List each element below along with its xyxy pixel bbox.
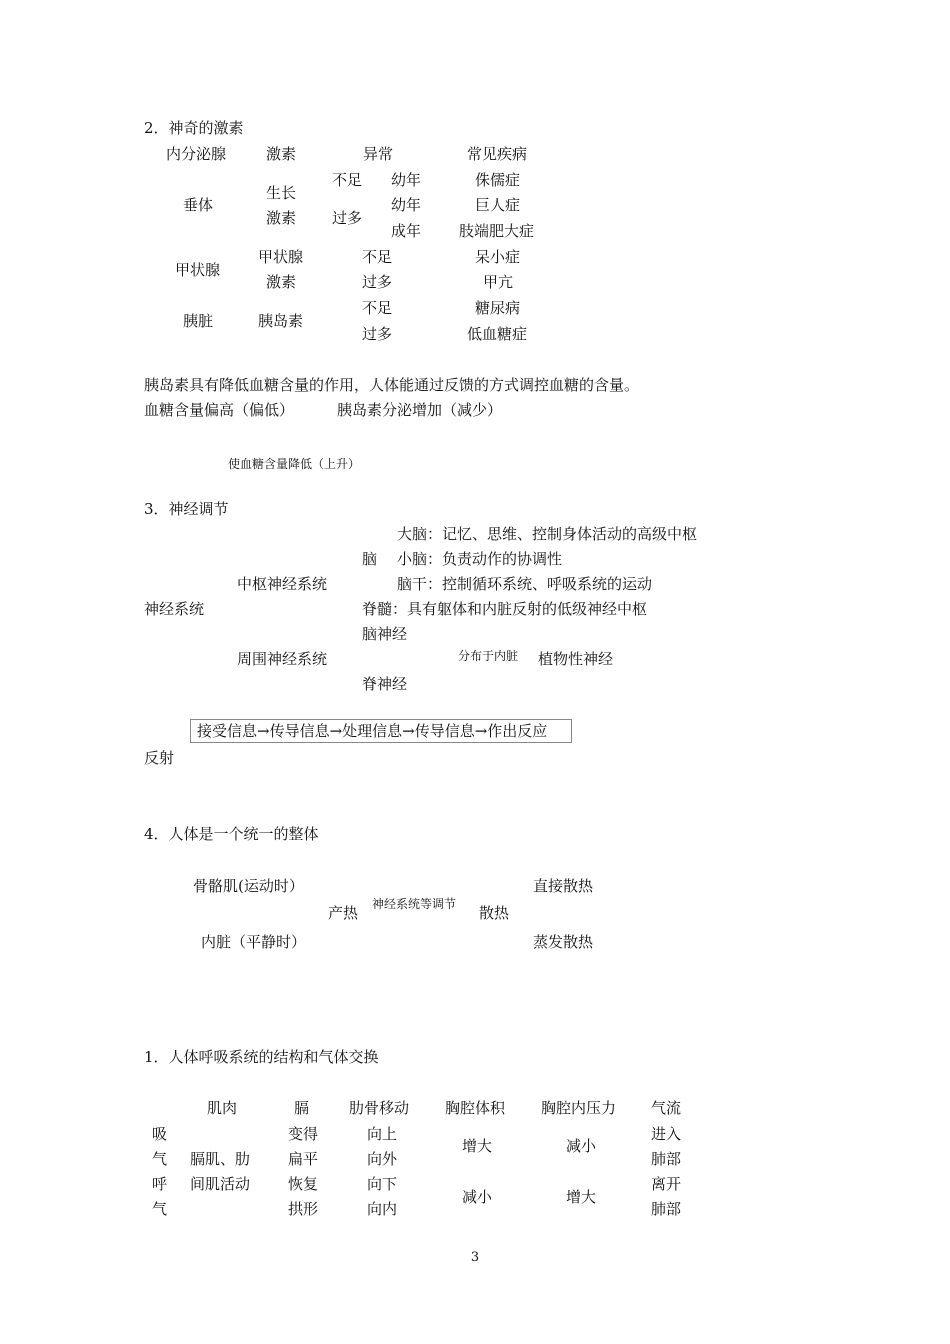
- thyroid-hormone-1: 甲状腺: [258, 248, 304, 266]
- section-3-heading: 3．神经调节: [144, 500, 229, 518]
- muscle-text-1: 膈肌、肋: [190, 1150, 251, 1168]
- resp-header-volume: 胸腔体积: [445, 1099, 506, 1117]
- feedback-insulin: 胰岛素分泌增加（减少）: [337, 401, 503, 419]
- reflex-label: 反射: [144, 749, 175, 767]
- inhale-2: 气: [152, 1150, 168, 1168]
- insulin-text: 胰岛素具有降低血糖含量的作用，人体能通过反馈的方式调控血糖的含量。: [144, 376, 640, 394]
- exhale-flow-2: 肺部: [651, 1200, 682, 1218]
- reflex-chain-box: 接受信息→传导信息→处理信息→传导信息→作出反应: [190, 719, 572, 743]
- feedback-blood-sugar: 血糖含量偏高（偏低）: [144, 401, 295, 419]
- autonomic-nerve: 植物性神经: [538, 650, 614, 668]
- brainstem-text: 脑干：控制循环系统、呼吸系统的运动: [397, 575, 653, 593]
- spinal-nerve: 脊神经: [362, 675, 408, 693]
- heat-dissipation: 散热: [479, 904, 510, 922]
- cns-label: 中枢神经系统: [237, 575, 328, 593]
- distributed-label: 分布于内脏: [458, 649, 519, 663]
- pituitary-hormone-2: 激素: [266, 209, 297, 227]
- pancreas-lack: 不足: [362, 299, 393, 317]
- resp-header-airflow: 气流: [651, 1099, 682, 1117]
- inhale-rib-1: 向上: [367, 1125, 398, 1143]
- gland-thyroid: 甲状腺: [175, 261, 221, 279]
- muscle-text-2: 间肌活动: [190, 1175, 251, 1193]
- disease-hypoglycemia: 低血糖症: [467, 325, 528, 343]
- inhale-diaphragm-2: 扁平: [288, 1150, 319, 1168]
- feedback-result: 使血糖含量降低（上升）: [228, 457, 361, 471]
- section-4-heading: 4．人体是一个统一的整体: [144, 825, 319, 843]
- pituitary-lack: 不足: [332, 171, 363, 189]
- exhale-diaphragm-2: 拱形: [288, 1200, 319, 1218]
- exhale-2: 气: [152, 1200, 168, 1218]
- inhale-volume: 增大: [462, 1137, 493, 1155]
- thyroid-hormone-2: 激素: [266, 273, 297, 291]
- cerebellum-text: 小脑：负责动作的协调性: [397, 550, 563, 568]
- heat-production: 产热: [328, 904, 359, 922]
- section-1-heading: 1．人体呼吸系统的结构和气体交换: [144, 1048, 379, 1066]
- inhale-pressure: 减小: [566, 1137, 597, 1155]
- resp-header-diaphragm: 膈: [294, 1099, 310, 1117]
- header-abnormal: 异常: [363, 145, 394, 163]
- pituitary-adult: 成年: [391, 222, 422, 240]
- disease-cretinism: 呆小症: [475, 248, 521, 266]
- inhale-rib-2: 向外: [367, 1150, 398, 1168]
- pns-label: 周围神经系统: [237, 650, 328, 668]
- exhale-1: 呼: [152, 1175, 168, 1193]
- disease-gigantism: 巨人症: [475, 196, 521, 214]
- gland-pancreas: 胰脏: [183, 312, 214, 330]
- inhale-flow-2: 肺部: [651, 1150, 682, 1168]
- pituitary-hormone-1: 生长: [266, 184, 297, 202]
- internal-organs: 内脏（平静时）: [201, 933, 307, 951]
- evaporative-dissipation: 蒸发散热: [533, 933, 594, 951]
- skeletal-muscle: 骨骼肌(运动时）: [193, 877, 304, 895]
- nervous-system-label: 神经系统: [144, 600, 205, 618]
- header-gland: 内分泌腺: [166, 145, 227, 163]
- page-number: 3: [470, 1250, 480, 1265]
- header-disease: 常见疾病: [467, 145, 528, 163]
- exhale-diaphragm-1: 恢复: [288, 1175, 319, 1193]
- disease-hyperthyroidism: 甲亢: [483, 273, 514, 291]
- brain-label: 脑: [362, 550, 378, 568]
- disease-diabetes: 糖尿病: [475, 299, 521, 317]
- inhale-diaphragm-1: 变得: [288, 1125, 319, 1143]
- pancreas-hormone: 胰岛素: [258, 312, 304, 330]
- inhale-flow-1: 进入: [651, 1125, 682, 1143]
- pituitary-young1: 幼年: [391, 171, 422, 189]
- spinal-cord-text: 脊髓：具有躯体和内脏反射的低级神经中枢: [362, 600, 648, 618]
- resp-header-pressure: 胸腔内压力: [541, 1099, 617, 1117]
- exhale-pressure: 增大: [566, 1188, 597, 1206]
- pituitary-young2: 幼年: [391, 196, 422, 214]
- section-2-heading: 2．神奇的激素: [144, 119, 244, 137]
- direct-dissipation: 直接散热: [533, 877, 594, 895]
- disease-acromegaly: 肢端肥大症: [459, 222, 535, 240]
- disease-dwarfism: 侏儒症: [475, 171, 521, 189]
- exhale-volume: 减小: [462, 1188, 493, 1206]
- cerebrum-text: 大脑：记忆、思维、控制身体活动的高级中枢: [397, 525, 698, 543]
- pituitary-excess: 过多: [332, 209, 363, 227]
- thyroid-lack: 不足: [362, 248, 393, 266]
- exhale-rib-1: 向下: [367, 1175, 398, 1193]
- resp-header-ribs: 肋骨移动: [349, 1099, 410, 1117]
- exhale-rib-2: 向内: [367, 1200, 398, 1218]
- regulation-label: 神经系统等调节: [372, 897, 457, 911]
- gland-pituitary: 垂体: [183, 196, 214, 214]
- cranial-nerve: 脑神经: [362, 625, 408, 643]
- exhale-flow-1: 离开: [651, 1175, 682, 1193]
- thyroid-excess: 过多: [362, 273, 393, 291]
- resp-header-muscle: 肌肉: [207, 1099, 238, 1117]
- pancreas-excess: 过多: [362, 325, 393, 343]
- header-hormone: 激素: [266, 145, 297, 163]
- inhale-1: 吸: [152, 1125, 168, 1143]
